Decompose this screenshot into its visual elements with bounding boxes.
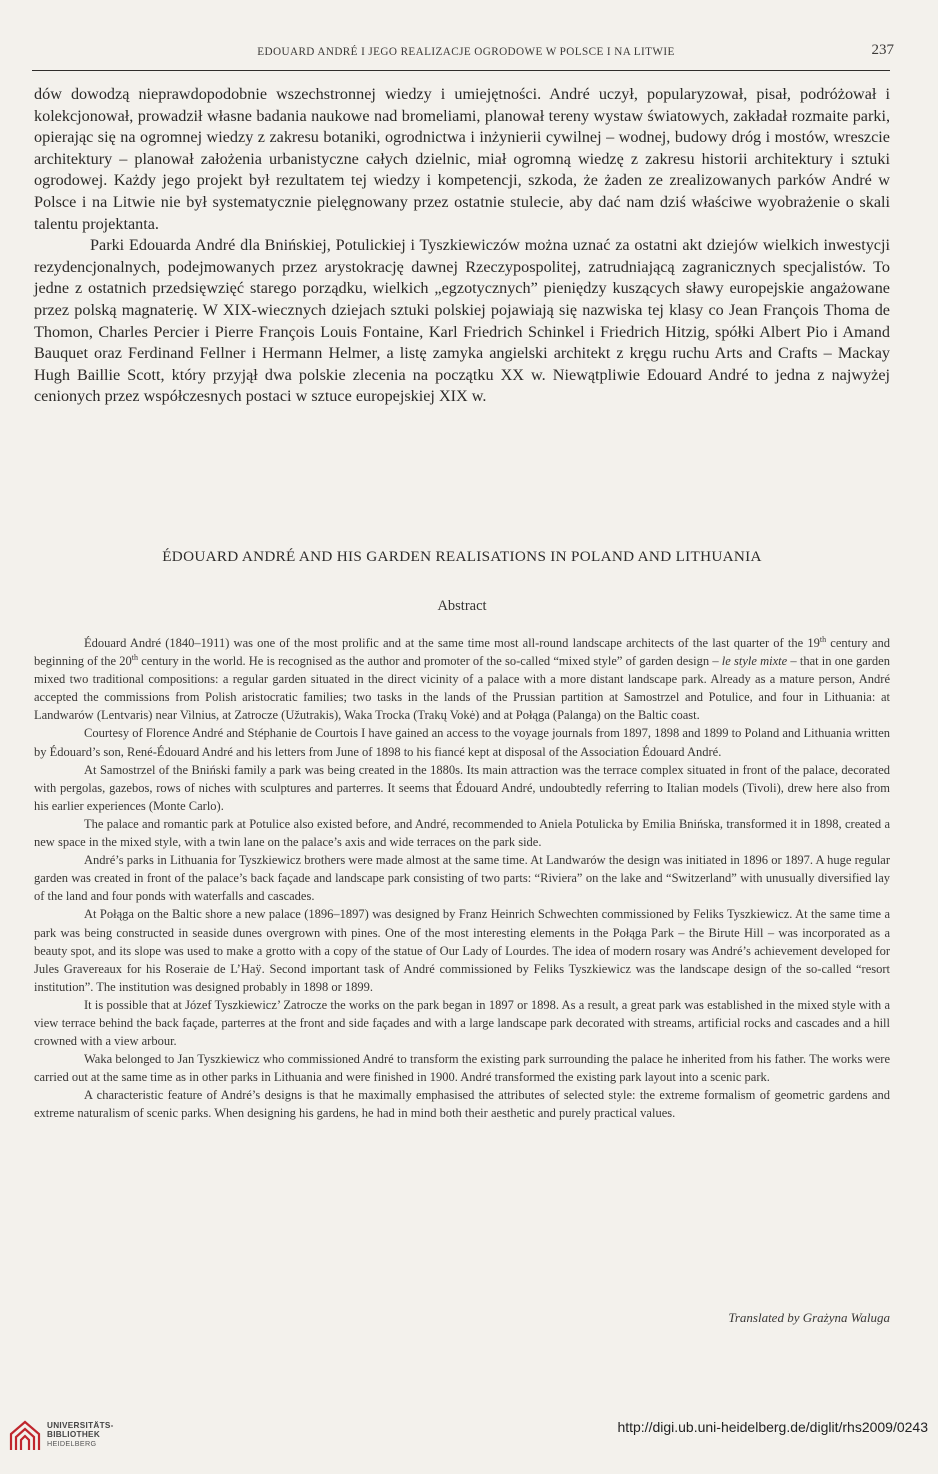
abstract-paragraph: A characteristic feature of André’s designs is that he maximally emphasised the attributes of selected style: the extreme formalism of geometric gardens and extreme naturalism of scenic parks. When designing his gardens, he had in mind both their aesthetic and purely practical values. (34, 1088, 890, 1121)
abstract-p1-italic-term: le style mixte (721, 654, 788, 669)
library-name-line-2: BIBLIOTHEK (47, 1430, 101, 1440)
running-head-title: EDOUARD ANDRÉ I JEGO REALIZACJE OGRODOWE W POLSCE I NA LITWIE (257, 46, 675, 58)
abstract-paragraph: Waka belonged to Jan Tyszkiewicz who commissioned André to transform the existing park surrounding the palace he inherited from his father. The works were carried out at the same time as in other parks in Lithuania and were finished in 1900. André transformed the existing park layout into a scenic park. (34, 1052, 890, 1085)
library-logo[interactable] (8, 1417, 128, 1455)
source-url-link[interactable]: http://digi.ub.uni-heidelberg.de/diglit/rhs2009/0243 (617, 1419, 928, 1435)
abstract-paragraph: The palace and romantic park at Potulice also existed before, and André, recommended to Aniela Potulicka by Emilia Bnińska, transformed it in 1898, created a new space in the mixed style, with a twin lane on the palace’s axis and wide terraces on the park side. (34, 816, 890, 850)
abstract-paragraph: At Samostrzel of the Bniński family a park was being created in the 1880s. Its main attraction was the terrace complex situated in front of the palace, decorated with pergolas, gazebos, rows of niches with sculptures and parterres. It seems that Édouard André, undoubtedly referring to Italian models (Tivoli), drew here also from his earlier experiences (Monte Carlo). (34, 762, 890, 813)
polish-paragraph-1: dów dowodzą nieprawdopodobnie wszechstronnej wiedzy i umiejętności. André uczył, popularyzował, pisał, podróżował i kolekcjonował, prowadził własne badania naukowe nad bromeliami, planował tereny wystaw światowych, zakładał rozmaite parki, opierając się na ogromnej wiedzy z zakresu botaniki, ogrodnictwa i inżynierii cywilnej – wodnej, budowy dróg i mostów, wreszcie architektury – planował założenia urbanistyczne całych dzielnic, miał ogromną wiedzę z zakresu historii architektury i sztuki ogrodowej. Każdy jego projekt był rezultatem tej wiedzy i kompetencji, szkoda, że żaden ze zrealizowanych parków André w Polsce i na Litwie nie był systematycznie pielęgnowany przez ostatnie stulecie, aby dać nam dziś właściwe wyobrażenie o skali talentu projektanta. (34, 85, 890, 233)
abstract-paragraph: At Połąga on the Baltic shore a new palace (1896–1897) was designed by Franz Heinrich Schwechten commissioned by Feliks Tyszkiewicz. At the same time a park was being constructed in seaside dunes overgrown with pines. One of the most interesting elements in the Połąga Park – the Birute Hill – was incorporated as a beauty spot, and its slope was used to make a grotto with a copy of the statue of Our Lady of Lourdes. The idea of modern rosary was André’s achievement developed for Jules Gravereaux for his Roseraie de L’Haÿ. Second important task of André commissioned by Feliks Tyszkiewicz was the landscape design of the so-called “resort institution”. The institution was designed probably in 1898 or 1899. (34, 907, 890, 994)
abstract-p1-part-b: century and beginning of the 20 (34, 636, 891, 669)
abstract-heading: Abstract (437, 598, 487, 614)
superscript: th (819, 634, 827, 644)
polish-body-text (34, 84, 890, 408)
heidelberg-library-logo-icon (8, 1419, 42, 1453)
polish-paragraph-2: Parki Edouarda André dla Bnińskiej, Potulickiej i Tyszkiewiczów można uznać za ostatni akt dziejów wielkich inwestycji rezydencjonalnych, podejmowanych przez arystokrację dawnej Rzeczypospolitej, zatrudniającą zagranicznych specjalistów. To jedne z ostatnich przedsięwzięć starego porządku, wielkich „egzotycznych” pieniędzy kuszących sławy europejskie angażowane przez polską magnaterię. W XIX-wiecznych dziejach sztuki polskiej pojawiają się nazwiska tej klasy co Jean François Thoma de Thomon, Charles Percier i Pierre François Louis Fontaine, Karl Friedrich Schinkel i Friedrich Hitzig, spółki Albert Pio i Amand Bauquet oraz Ferdinand Fellner i Hermann Helmer, a listę zamyka angielski architekt z kręgu ruchu Arts and Crafts – Mackay Hugh Baillie Scott, który przyjął dwa polskie zlecenia na początku XX w. Niewątpliwie Edouard André to jedna z najwyżej cenionych przez współczesnych postaci w sztuce europejskiej XIX w. (34, 236, 890, 406)
abstract-p1-part-c: century in the world. He is recognised as the author and promoter of the so-called “mixed style” of garden design – (138, 654, 722, 669)
abstract-paragraph: André’s parks in Lithuania for Tyszkiewicz brothers were made almost at the same time. At Landwarów the design was initiated in 1896 or 1897. A huge regular garden was created in front of the palace’s back façade and landscape park consisting of two parts: “Riviera” on the lake and “Switzerland” with unusually diversified lay of the land and four ponds with waterfalls and cascades. (34, 853, 890, 904)
library-name-line-1: UNIVERSITÄTS- (47, 1421, 114, 1430)
abstract-body (34, 634, 890, 1123)
abstract-p1-part-d: – that in one garden mixed two traditional compositions: a regular garden situated in the direct vicinity of a palace with a more distant landscape park. Already as a mature person, André accepted the commissions from Polish aristocratic families; two tasks in the lands of the Prussian partition at Samostrzel and Potulice, and four in Lithuania: at Landwarów (Lentvaris) near Vilnius, at Zatrocze (Užutrakis), Waka Trocka (Trakų Vokė) and at Połąga (Palanga) on the Baltic coast. (34, 654, 890, 723)
abstract-p1-part-a: Édouard André (1840–1911) was one of the most prolific and at the same time most all-round landscape architects of the last quarter of the 19 (84, 636, 820, 650)
translator-credit: Translated by Grażyna Waluga (728, 1310, 890, 1325)
abstract-paragraph: It is possible that at Józef Tyszkiewicz’ Zatrocze the works on the park began in 1897 or 1898. As a result, a great park was established in the mixed style with a view terrace behind the back façade, parterres at the front and side façades and with a large landscape park decorated with streams, artificial rocks and cascades and a hill crowned with a view arbour. (34, 997, 890, 1049)
library-name (47, 1421, 114, 1449)
running-head (32, 42, 900, 68)
header-divider (32, 70, 890, 71)
abstract-paragraph: Courtesy of Florence André and Stéphanie de Courtois I have gained an access to the voyage journals from 1897, 1898 and 1899 to Poland and Lithuania written by Édouard’s son, René-Édouard André and his letters from June of 1898 to his fiancé kept at disposal of the Association Édouard André. (34, 726, 890, 759)
page-number: 237 (871, 42, 894, 58)
abstract-title: ÉDOUARD ANDRÉ AND HIS GARDEN REALISATIONS IN POLAND AND LITHUANIA (162, 548, 762, 565)
library-name-line-3: HEIDELBERG (47, 1439, 97, 1449)
abstract-paragraph-1 (34, 634, 890, 724)
superscript: th (131, 652, 139, 662)
